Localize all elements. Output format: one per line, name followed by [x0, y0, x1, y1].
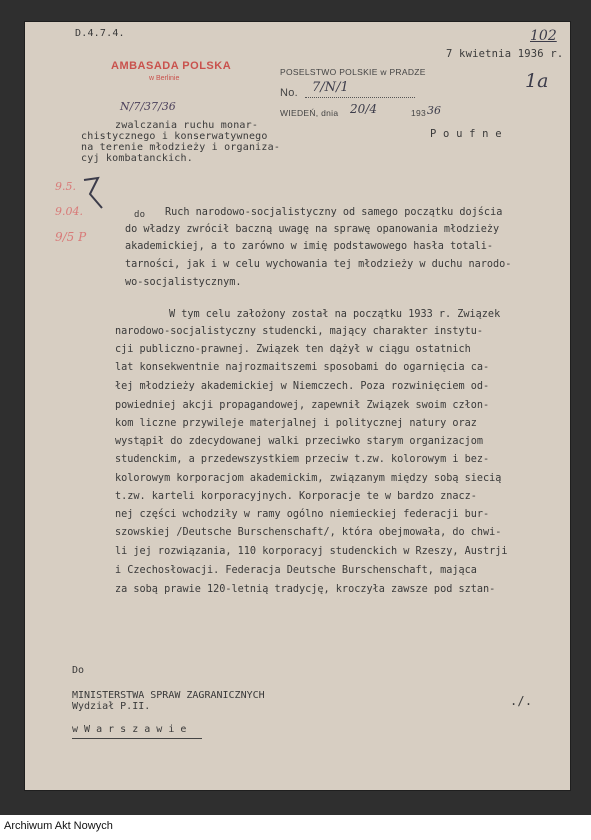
body-line: tarności, jak i w celu wychowania tej młodzieży w duchu narodo- — [125, 259, 512, 270]
folio-number-lower: 1a — [525, 70, 549, 92]
body-line: akademickiej, a to zarówno w imię podstawowego hasła totali- — [125, 241, 494, 252]
legation-no-value: 7/N/1 — [312, 80, 349, 95]
body-line: i Czechosłowacji. Federacja Deutsche Burschenschaft, mająca — [115, 565, 477, 576]
body-line: powiedniej akcji propagandowej, zapewnił Związek swoim człon- — [115, 400, 490, 411]
marginalia-red-1: 9.5. — [55, 180, 76, 193]
subject-line-4: cyj kombatanckich. — [81, 153, 193, 164]
address-underline — [72, 738, 202, 739]
body-line: Ruch narodowo-socjalistyczny od samego początku dojścia — [165, 207, 503, 218]
handwritten-checkmark-icon — [80, 174, 110, 214]
archive-mark: D.4.7.4. — [75, 28, 125, 39]
document-date: 7 kwietnia 1936 r. — [446, 48, 564, 60]
legation-header: POSELSTWO POLSKIE w PRADZE — [280, 67, 426, 77]
body-line: wystąpił do zdecydowanej walki przeciwko starym organizacjom — [115, 436, 484, 447]
subject-line-3: na terenie młodzieży i organiza- — [81, 142, 281, 153]
address-city: w W a r s z a w i e — [72, 724, 187, 735]
body-line: t.zw. karteli korporacyjnych. Korporacje te w bardzo znacz- — [115, 491, 477, 502]
marginalia-red-3: 9/5 P — [55, 230, 87, 244]
legation-no-label: No. — [280, 87, 299, 99]
body-line: studenckim, a przedewszystkiem przeciw t.zw. kolorowym i bez- — [115, 454, 490, 465]
body-line: W tym celu założony został na początku 1933 r. Związek — [169, 309, 501, 320]
subject-line-1: zwalczania ruchu monar- — [115, 120, 259, 131]
legation-place-date-label: WIEDEŃ, dnia — [280, 108, 339, 118]
legation-year-value: 36 — [427, 104, 441, 117]
archive-footer — [0, 815, 591, 840]
body-line: do władzy zwrócił baczną uwagę na sprawę opanowania młodzieży — [125, 224, 500, 235]
folio-number-upper: 102 — [530, 28, 557, 44]
handwritten-reference: N/7/37/36 — [120, 100, 176, 113]
embassy-stamp-title: AMBASADA POLSKA — [111, 60, 232, 72]
legation-year-printed: 193 — [411, 108, 427, 118]
legation-date-value: 20/4 — [350, 102, 377, 116]
address-department: Wydział P.II. — [72, 701, 151, 712]
body-line: szowskiej /Deutsche Burschenschaft/, która obejmowała, do chwi- — [115, 527, 502, 538]
marginalia-red-2: 9.04. — [55, 205, 83, 218]
embassy-stamp-city: w Berlinie — [149, 75, 180, 82]
address-to: Do — [72, 665, 85, 676]
body-line: lat konsekwentnie najrozmaitszemi sposobami do ogarnięcia ca- — [115, 362, 490, 373]
subject-line-2: chistycznego i konserwatywnego — [81, 131, 268, 142]
body-line: łej młodzieży akademickiej w Niemczech. Poza rozwinięciem od- — [115, 381, 490, 392]
body-line: wo-socjalistycznym. — [125, 277, 242, 288]
confidential-label: P o u f n e — [430, 128, 502, 140]
archive-footer-text: Archiwum Akt Nowych — [4, 820, 113, 832]
no-underline — [305, 97, 415, 98]
body-line: li jej rozwiązania, 110 korporacyj studenckich w Rzeszy, Austrji — [115, 546, 508, 557]
body-line: kom liczne przywileje materjalnej i politycznej natury oraz — [115, 418, 477, 429]
body-line: narodowo-socjalistyczny studencki, mający charakter instytu- — [115, 326, 484, 337]
continuation-mark: ./. — [510, 694, 533, 708]
body-line: kolorowym korporacjom akademickim, związanym między sobą siecią — [115, 473, 502, 484]
address-ministry: MINISTERSTWA SPRAW ZAGRANICZNYCH — [72, 690, 265, 701]
margin-do-note: do — [134, 210, 146, 220]
document-page — [25, 22, 570, 790]
body-line: za sobą prawie 120-letnią tradycję, kroczyła zawsze pod sztan- — [115, 584, 496, 595]
body-line: nej części wchodziły w ramy ogólno niemieckiej federacji bur- — [115, 509, 490, 520]
body-line: cji publiczno-prawnej. Związek ten dążył w ciągu ostatnich — [115, 344, 471, 355]
